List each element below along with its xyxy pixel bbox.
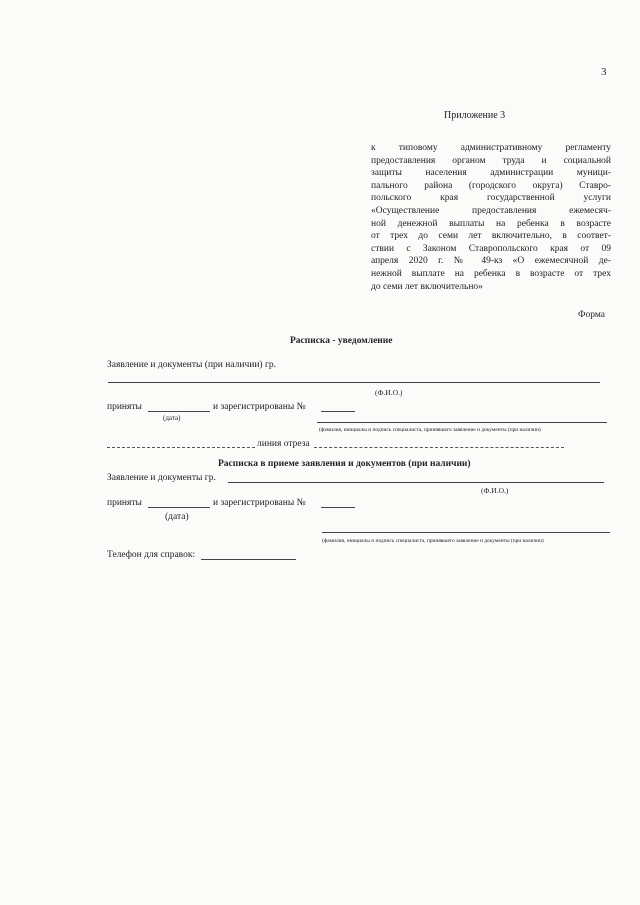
appendix-line: ствии с Законом Ставропольского края от 09	[371, 243, 611, 254]
appendix-line: ной денежной выплаты на ребенка в возрасте	[371, 218, 611, 229]
appendix-title: Приложение 3	[444, 110, 506, 121]
receipt-notice-fio-line[interactable]	[108, 382, 600, 383]
appendix-line: от трех до семи лет включительно, в соответ-	[371, 231, 611, 242]
appendix-line: польского края государственной услуги	[371, 193, 611, 204]
form-label: Форма	[578, 310, 606, 320]
receipt-notice-date-line[interactable]	[148, 411, 210, 412]
cut-line-right	[314, 447, 564, 448]
receipt-notice-accepted-label: приняты	[107, 402, 142, 412]
receipt-notice-registered-label: и зарегистрированы №	[213, 402, 306, 412]
phone-label: Телефон для справок:	[107, 550, 196, 560]
cut-line-label: линия отреза	[257, 439, 310, 449]
appendix-line: нежной выплате на ребенка в возрасте от трех	[371, 268, 611, 279]
appendix-line: защиты населения администрации муници-	[371, 168, 611, 179]
receipt-acceptance-registered-label: и зарегистрированы №	[213, 498, 306, 508]
appendix-line: «Осуществление предоставления ежемесяч-	[371, 205, 611, 216]
page-number: 3	[601, 66, 607, 78]
receipt-acceptance-specialist-caption: (фамилия, инициалы и подпись специалиста, принявшего заявление и документы (при наличии)	[322, 538, 544, 544]
receipt-acceptance-fio-caption: (Ф.И.О.)	[481, 486, 509, 495]
receipt-notice-specialist-caption: (фамилия, инициалы и подпись специалиста, принявшего заявление и документы (при наличии)	[319, 427, 541, 433]
receipt-acceptance-specialist-line[interactable]	[322, 532, 610, 533]
phone-line[interactable]	[201, 559, 296, 560]
receipt-notice-documents-label: Заявление и документы (при наличии) гр.	[107, 360, 276, 370]
appendix-line: предоставления органом труда и социальной	[371, 155, 611, 166]
receipt-acceptance-date-line[interactable]	[148, 507, 210, 508]
receipt-notice-number-line[interactable]	[321, 411, 355, 412]
appendix-line: до семи лет включительно»	[371, 281, 483, 292]
receipt-acceptance-title: Расписка в приеме заявления и документов (при наличии)	[218, 459, 471, 469]
receipt-acceptance-accepted-label: приняты	[107, 498, 142, 508]
appendix-line: апреля 2020 г. № 49-кз «О ежемесячной де-	[371, 256, 611, 267]
receipt-notice-date-caption: (дата)	[163, 414, 181, 422]
receipt-acceptance-number-line[interactable]	[321, 507, 355, 508]
receipt-notice-title: Расписка - уведомление	[290, 336, 393, 346]
receipt-acceptance-fio-line[interactable]	[228, 482, 604, 483]
receipt-acceptance-documents-label: Заявление и документы гр.	[107, 473, 216, 483]
appendix-line: к типовому административному регламенту	[371, 143, 611, 153]
cut-line-left	[107, 447, 255, 448]
receipt-acceptance-date-caption: (дата)	[165, 512, 189, 522]
appendix-line: пального района (городского округа) Ставро-	[371, 180, 611, 191]
receipt-notice-specialist-line[interactable]	[317, 422, 607, 423]
appendix-description	[371, 142, 611, 293]
receipt-notice-fio-caption: (Ф.И.О.)	[375, 388, 403, 397]
